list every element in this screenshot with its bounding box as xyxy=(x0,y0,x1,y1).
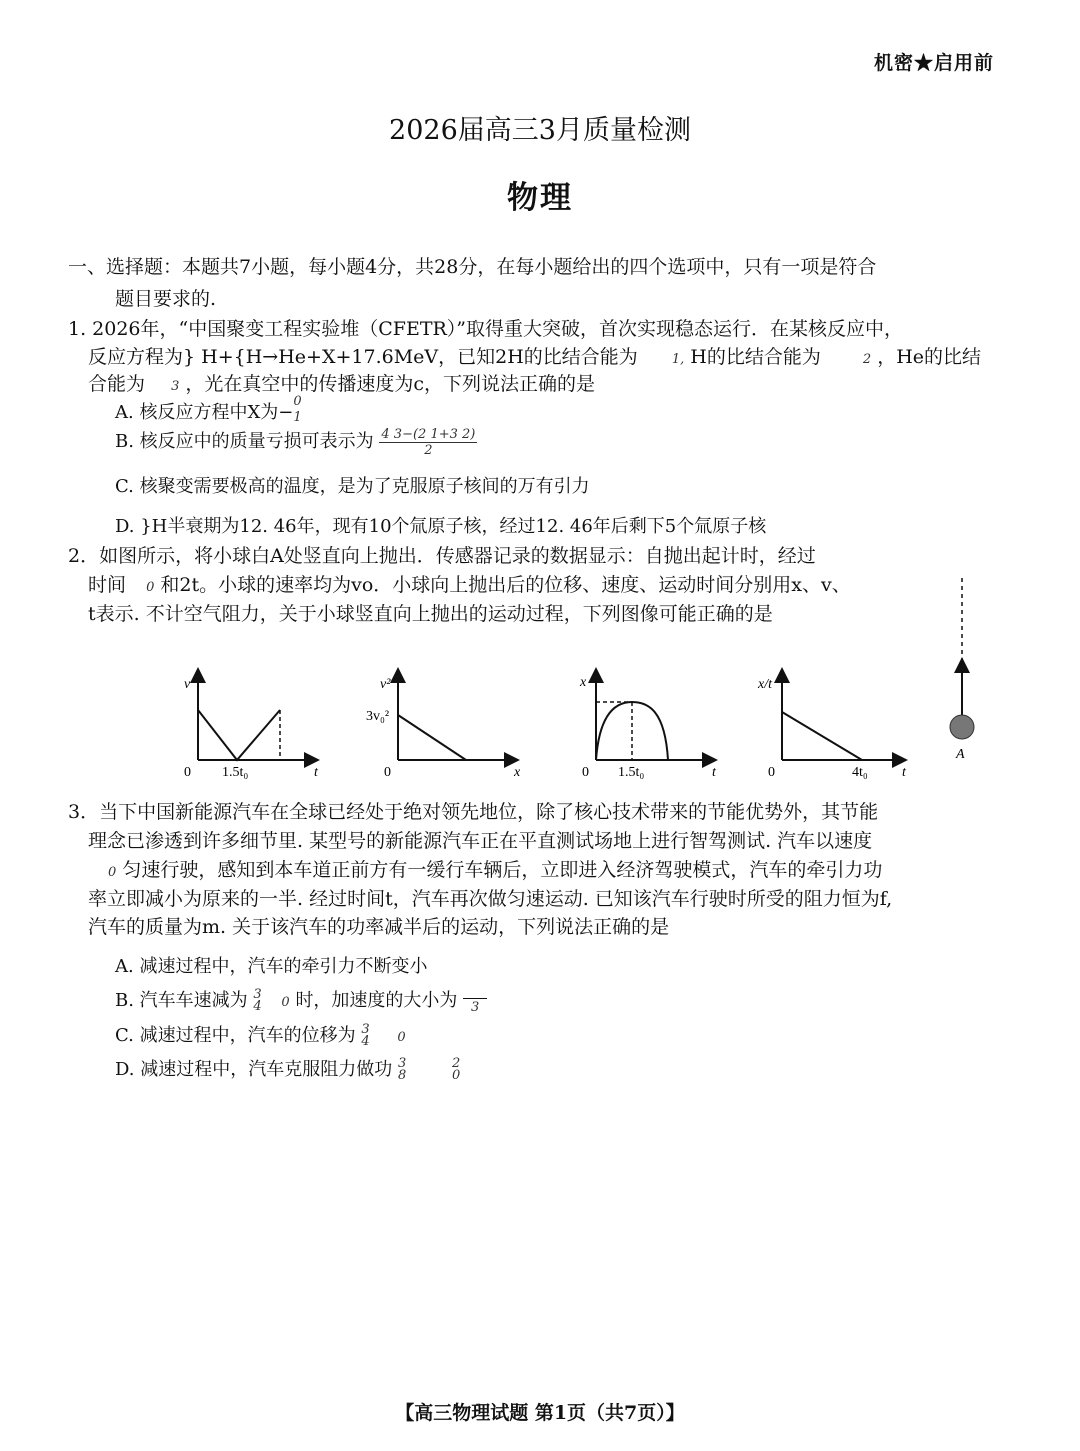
q1-sub: 1, xyxy=(671,352,685,367)
q1-option-b-numerator: 4 3−(2 1+3 2) xyxy=(381,427,476,442)
q1-option-a-text: A. 核反应方程中X为− xyxy=(115,402,294,423)
q1-text: 合能为 xyxy=(88,373,146,395)
graph-b xyxy=(366,675,521,780)
q2-text: 和2t。小球的速率均为vo．小球向上抛出后的位移、速度、运动时间分别用x、v、 xyxy=(160,574,851,596)
ball-label: A xyxy=(956,747,965,762)
q1-sub: 2 xyxy=(862,352,872,367)
q2-line1: 2．如图所示，将小球白A处竖直向上抛出．传感器记录的数据显示：自抛出起计时，经过 xyxy=(68,545,816,567)
q3-option-b-frac-d: 4 xyxy=(253,999,262,1014)
q1-option-d: D. }H半衰期为12. 46年，现有10个氚原子核，经过12. 46年后剩下5个氚原子核 xyxy=(115,516,767,537)
graph-d-line xyxy=(782,712,862,760)
graph-d-ylabel: x/t xyxy=(758,677,772,692)
q3-option-d-frac-n: 3 xyxy=(397,1056,407,1071)
q3-option-b-den: 3 xyxy=(471,1000,480,1015)
q3-option-c-frac-d: 4 xyxy=(361,1034,370,1049)
q3-option-c-sub: 0 xyxy=(397,1030,406,1045)
page-footer: 【高三物理试题 第1页（共7页）】 xyxy=(395,1402,685,1424)
q3-option-b xyxy=(115,986,487,1015)
graph-d-xlabel: t xyxy=(902,765,906,780)
q3-option-b-text: B. 汽车车速减为 xyxy=(115,990,248,1011)
graph-a-origin: 0 xyxy=(184,765,191,780)
graph-a xyxy=(184,675,319,780)
q2-figures xyxy=(0,570,1080,790)
graph-a-curve xyxy=(198,710,280,760)
q3-line2: 理念已渗透到许多细节里. 某型号的新能源汽车正在平直测试场地上进行智驾测试. 汽车以速度 xyxy=(88,830,873,852)
q3-line3 xyxy=(108,855,882,882)
q3-option-d-frac-d: 8 xyxy=(397,1068,407,1083)
q3-line5: 汽车的质量为m. 关于该汽车的功率减半后的运动，下列说法正确的是 xyxy=(88,916,670,938)
graph-c-ylabel: x xyxy=(580,675,587,690)
graph-d-tick: 4t₀ xyxy=(852,765,868,780)
q1-option-b-denominator: 2 xyxy=(424,443,433,458)
q1-text: H的比结合能为 xyxy=(690,346,821,368)
q3-text: 匀速行驶，感知到本车道正前方有一缓行车辆后，立即进入经济驾驶模式，汽车的牵引力功 xyxy=(122,859,883,881)
exam-subject: 物理 xyxy=(507,180,573,216)
q3-option-c-frac-n: 3 xyxy=(361,1022,370,1037)
q3-option-c xyxy=(115,1021,406,1048)
q2-text: 时间 xyxy=(88,574,127,596)
exam-title: 2026届高三3月质量检测 xyxy=(389,115,691,146)
q1-option-b-text: B. 核反应中的质量亏损可表示为 xyxy=(115,431,374,452)
q1-option-a xyxy=(115,394,302,425)
graph-b-ytick: 3v₀² xyxy=(366,709,390,724)
q2-line3: t表示. 不计空气阻力，关于小球竖直向上抛出的运动过程，下列图像可能正确的是 xyxy=(88,603,773,625)
graph-c-xlabel: t xyxy=(712,765,716,780)
graph-d-origin: 0 xyxy=(768,765,775,780)
graph-b-xlabel: x xyxy=(514,765,521,780)
q1-option-a-sub: 1 xyxy=(293,410,302,425)
q1-text: 反应方程为} xyxy=(88,346,196,368)
q3-option-d xyxy=(115,1055,460,1082)
q1-text: ，He的比结 xyxy=(877,346,982,368)
q1-option-a-sup: 0 xyxy=(293,394,302,409)
graph-d xyxy=(757,675,907,780)
q1-line2 xyxy=(88,342,981,369)
q3-option-b-sub: 0 xyxy=(281,995,290,1010)
confidential-label: 机密★启用前 xyxy=(873,52,994,74)
graph-b-line xyxy=(398,715,466,760)
graph-b-origin: 0 xyxy=(384,765,391,780)
q1-line1: 1. 2026年，“中国聚变工程实验堆（CFETR）”取得重大突破，首次实现稳态运行．在某核反应中， xyxy=(68,318,904,340)
graph-a-ylabel: v xyxy=(184,677,191,692)
q3-sub: 0 xyxy=(108,865,117,880)
q3-option-c-text: C. 减速过程中，汽车的位移为 xyxy=(115,1025,356,1046)
q3-line1: 3．当下中国新能源汽车在全球已经处于绝对领先地位，除了核心技术带来的节能优势外，其节能 xyxy=(68,801,879,823)
q3-option-d-sup: 2 xyxy=(451,1056,461,1071)
q1-text: ，光在真空中的传播速度为c，下列说法正确的是 xyxy=(185,373,596,395)
q3-option-b-text2: 时，加速度的大小为 xyxy=(295,990,458,1011)
q1-line3 xyxy=(88,369,595,396)
q1-option-c: C. 核聚变需要极高的温度，是为了克服原子核间的万有引力 xyxy=(115,476,590,497)
q3-option-d-sub: 0 xyxy=(451,1068,461,1083)
graph-c xyxy=(579,675,717,780)
q2-sub: 0 xyxy=(146,580,155,595)
q1-sub: 3 xyxy=(171,379,180,394)
graph-c-origin: 0 xyxy=(582,765,589,780)
q1-option-b xyxy=(115,427,477,458)
ball xyxy=(950,715,974,739)
section-heading-cont: 题目要求的. xyxy=(115,288,217,310)
q1-text: H+{H→He+X+17.6MeV，已知2H的比结合能为 xyxy=(201,346,638,368)
graph-b-ylabel: v² xyxy=(380,677,391,692)
section-heading: 一、选择题：本题共7小题，每小题4分，共28分，在每小题给出的四个选项中，只有一项是符合 xyxy=(68,256,877,278)
graph-c-tick: 1.5t₀ xyxy=(618,765,645,780)
q3-option-b-frac-n: 3 xyxy=(253,987,262,1002)
ball-diagram xyxy=(950,578,974,762)
q3-option-d-text: D. 减速过程中，汽车克服阻力做功 xyxy=(115,1059,393,1080)
q3-option-a: A. 减速过程中，汽车的牵引力不断变小 xyxy=(115,956,428,977)
graph-a-xlabel: t xyxy=(314,765,318,780)
q3-line4: 率立即减小为原来的一半. 经过时间t，汽车再次做匀速运动. 已知该汽车行驶时所受的阻力恒为f, xyxy=(88,888,893,910)
graph-a-tick: 1.5t₀ xyxy=(222,765,249,780)
